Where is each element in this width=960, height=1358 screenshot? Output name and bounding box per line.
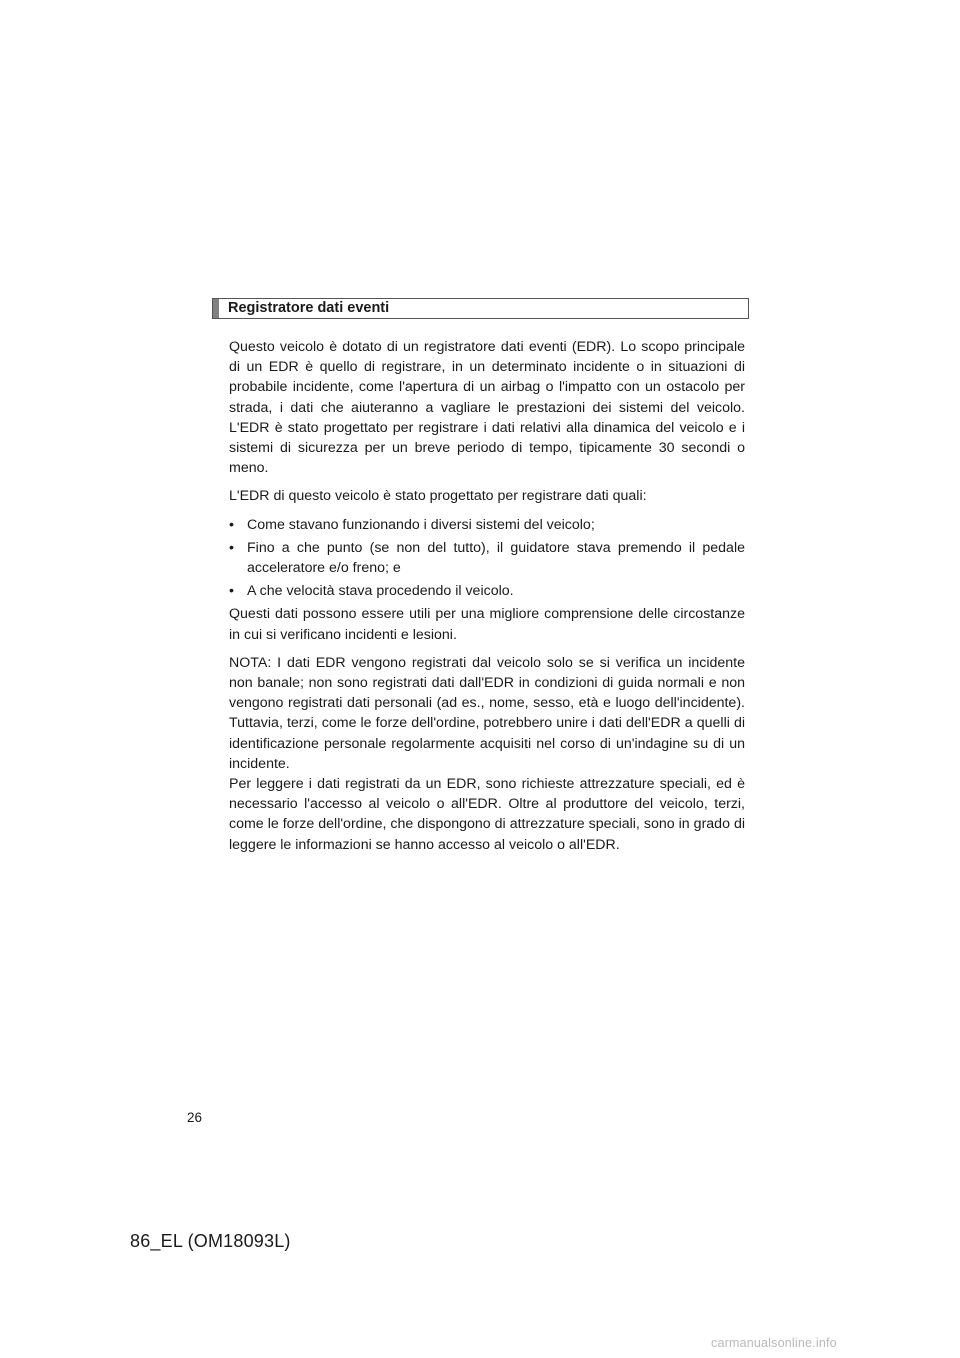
watermark: carmanualsonline.info bbox=[711, 1336, 837, 1350]
page-number: 26 bbox=[187, 1110, 203, 1125]
list-item-text: Come stavano funzionando i diversi sistemi del veicolo; bbox=[247, 516, 595, 533]
list-item bbox=[229, 581, 745, 601]
usefulness-paragraph: Questi dati possono essere utili per una migliore comprensione delle circostanze in cui si verificano incidenti e lesioni. bbox=[229, 606, 745, 643]
recorded-data-list bbox=[229, 515, 745, 602]
list-item bbox=[229, 538, 745, 578]
reading-data-paragraph: Per leggere i dati registrati da un EDR, sono richieste attrezzature speciali, ed è necessario l'accesso al veicolo o all'EDR. Oltre al produttore del veicolo, terzi, come le forze dell'ordine, che dispongono di attrezzature speciali, sono in grado di leggere le informazioni se hanno accesso al veicolo o all'EDR. bbox=[229, 776, 745, 853]
bullet-icon: • bbox=[229, 583, 234, 600]
bullet-icon: • bbox=[229, 539, 234, 556]
list-lead-paragraph: L'EDR di questo veicolo è stato progettato per registrare dati quali: bbox=[229, 488, 647, 505]
document-code: 86_EL (OM18093L) bbox=[130, 1231, 291, 1251]
bullet-icon: • bbox=[229, 516, 234, 533]
section-header bbox=[212, 298, 749, 319]
body-content bbox=[229, 337, 745, 863]
list-item bbox=[229, 515, 745, 535]
section-title: Registratore dati eventi bbox=[228, 300, 390, 316]
list-item-text: Fino a che punto (se non del tutto), il guidatore stava premendo il pedale acceleratore e/o freno; e bbox=[247, 539, 745, 577]
note-paragraph: NOTA: I dati EDR vengono registrati dal veicolo solo se si verifica un incidente non banale; non sono registrati dati dall'EDR in condizioni di guida normali e non vengono registrati dati personali (ad es., nome, sesso, età e luogo dell'incidente). Tuttavia, terzi, come le forze dell'ordine, potrebbero unire i dati dell'EDR a quelli di identificazione personale regolarmente acquisiti nel corso di un'indagine su di un incidente. bbox=[229, 654, 745, 772]
intro-paragraph: Questo veicolo è dotato di un registratore dati eventi (EDR). Lo scopo principale di un EDR è quello di registrare, in un determinato incidente o in situazioni di probabile incidente, come l'apertura di un airbag o l'impatto con un ostacolo per strada, i dati che aiuteranno a vagliare le prestazioni dei sistemi del veicolo. L'EDR è stato progettato per registrare i dati relativi alla dinamica del veicolo e i sistemi di sicurezza per un breve periodo di tempo, tipicamente 30 secondi o meno. bbox=[229, 339, 745, 477]
list-item-text: A che velocità stava procedendo il veicolo. bbox=[247, 583, 514, 600]
